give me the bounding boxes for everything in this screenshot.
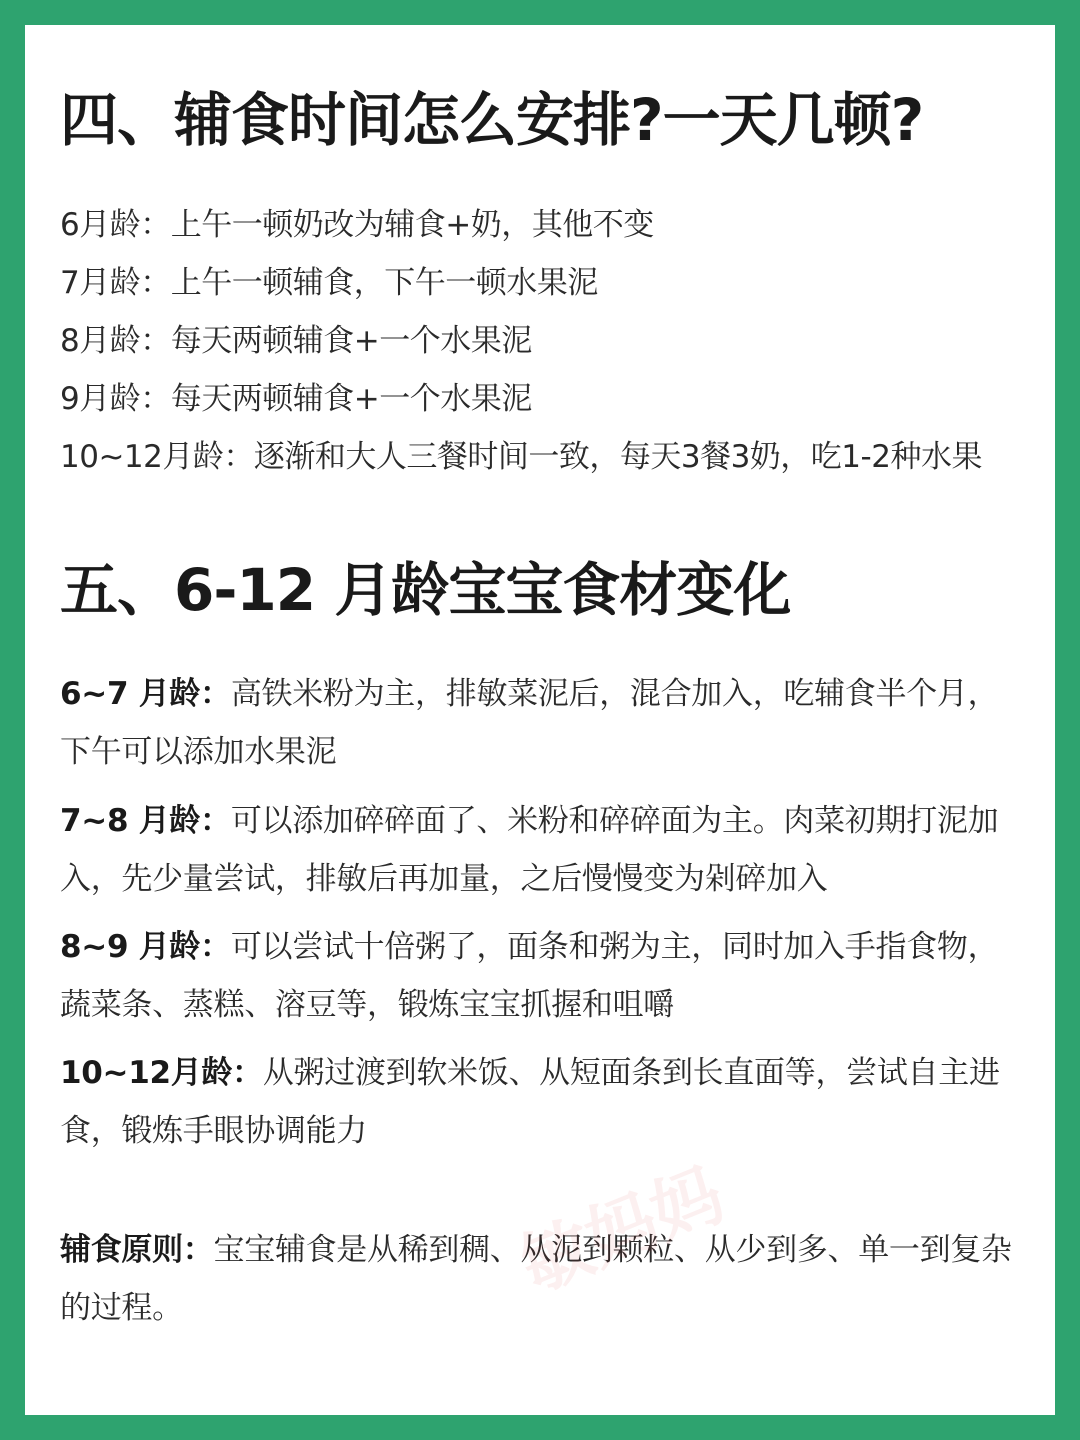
schedule-item-7-months: 7月龄：上午一顿辅食，下午一顿水果泥 xyxy=(60,265,598,301)
schedule-item-10-12-months: 10~12月龄：逐渐和大人三餐时间一致，每天3餐3奶，吃1-2种水果 xyxy=(60,439,982,475)
content-card xyxy=(25,25,1055,1415)
stage-text: 从粥过渡到软米饭、从短面条到长直面等，尝试自主进食，锻炼手眼协调能力 xyxy=(60,1055,1000,1149)
feeding-principle xyxy=(60,1221,1020,1337)
section-5-heading: 五、6-12 月龄宝宝食材变化 xyxy=(60,556,791,624)
stage-label: 6~7 月龄： xyxy=(60,676,231,712)
stage-text: 高铁米粉为主，排敏菜泥后，混合加入，吃辅食半个月，下午可以添加水果泥 xyxy=(60,676,999,770)
schedule-item-8-months: 8月龄：每天两顿辅食+一个水果泥 xyxy=(60,323,532,359)
stage-text: 可以尝试十倍粥了，面条和粥为主，同时加入手指食物，蔬菜条、蒸糕、溶豆等，锻炼宝宝抓握和咀嚼 xyxy=(60,929,999,1023)
stage-label: 7~8 月龄： xyxy=(60,803,231,839)
stage-text: 可以添加碎碎面了、米粉和碎碎面为主。肉菜初期打泥加入，先少量尝试，排敏后再加量，之后慢慢变为剁碎加入 xyxy=(60,803,999,897)
principle-label: 辅食原则： xyxy=(60,1232,214,1268)
stage-10-12-months xyxy=(60,1044,1020,1160)
schedule-item-6-months: 6月龄：上午一顿奶改为辅食+奶，其他不变 xyxy=(60,207,654,243)
principle-text: 宝宝辅食是从稀到稠、从泥到颗粒、从少到多、单一到复杂的过程。 xyxy=(60,1232,1012,1326)
stage-6-7-months xyxy=(60,665,1020,781)
watermark-logo: 敏妈妈 xyxy=(509,1153,735,1308)
meal-schedule-list xyxy=(60,196,982,486)
stage-7-8-months xyxy=(60,792,1020,908)
schedule-item-9-months: 9月龄：每天两顿辅食+一个水果泥 xyxy=(60,381,532,417)
stage-label: 10~12月龄： xyxy=(60,1055,263,1091)
stage-8-9-months xyxy=(60,918,1020,1034)
stage-label: 8~9 月龄： xyxy=(60,929,231,965)
section-4-heading: 四、辅食时间怎么安排?一天几顿? xyxy=(60,86,924,154)
